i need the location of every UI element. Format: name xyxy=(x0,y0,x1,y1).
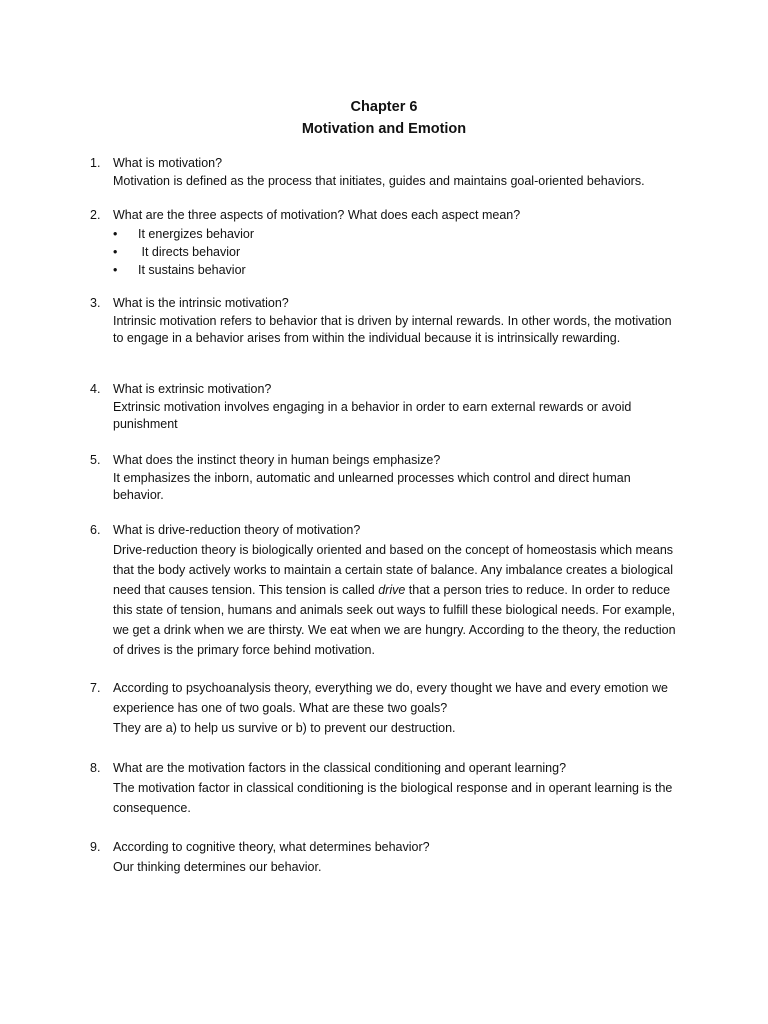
question-number: 5. xyxy=(90,453,101,467)
question-text: What is extrinsic motivation? xyxy=(113,382,272,396)
question-text: What are the motivation factors in the classical conditioning and operant learning? xyxy=(113,761,567,775)
question-text: What is motivation? xyxy=(113,156,223,170)
question-text: What is drive-reduction theory of motivation? xyxy=(113,523,361,537)
question-item-4 xyxy=(90,381,680,434)
bullet-text: It directs behavior xyxy=(138,244,241,259)
chapter-title: Motivation and Emotion xyxy=(301,121,467,137)
bullet-text: It energizes behavior xyxy=(138,226,255,241)
question-text: According to cognitive theory, what determines behavior? xyxy=(113,840,430,854)
answer-text: Our thinking determines our behavior. xyxy=(113,860,322,874)
question-item-7 xyxy=(90,678,680,738)
question-number: 4. xyxy=(90,382,101,396)
answer-text-part: that a person tries to reduce. In order to reduce this state of tension, humans and animals seek out ways to fulfill these biological needs. For example, we get a drink when we are thirsty. We eat when we are hungry. According to the theory, the reduction of drives is the primary force behind motivation. xyxy=(113,583,676,657)
question-number: 6. xyxy=(90,523,101,537)
list-item xyxy=(113,261,680,279)
question-number: 1. xyxy=(90,156,101,170)
title-block xyxy=(0,96,768,140)
question-item-3 xyxy=(90,295,680,348)
answer-text-part: Drive-reduction theory is biologically oriented and based on the concept of homeostasis which means that the body actively works to maintain a certain state of balance. Any imbalance creates a biological need that causes tension. This tension is called xyxy=(113,543,674,597)
bullet-icon: • xyxy=(113,226,118,241)
question-text: According to psychoanalysis theory, everything we do, every thought we have and every emotion we experience has one of two goals. What are these two goals? xyxy=(113,681,668,715)
question-item-1 xyxy=(90,155,680,190)
answer-text: Intrinsic motivation refers to behavior that is driven by internal rewards. In other words, the motivation to engage in a behavior arises from within the individual because it is intrinsically rewarding. xyxy=(113,313,672,345)
bullet-icon: • xyxy=(113,244,118,259)
emphasis-text: drive xyxy=(378,583,406,597)
question-number: 3. xyxy=(90,296,101,310)
question-text: What is the intrinsic motivation? xyxy=(113,296,289,310)
question-number: 2. xyxy=(90,208,101,222)
question-item-9 xyxy=(90,837,680,877)
list-item xyxy=(113,225,680,243)
question-item-2 xyxy=(90,207,680,279)
answer-text xyxy=(113,540,680,660)
question-number: 7. xyxy=(90,681,101,695)
question-number: 9. xyxy=(90,840,101,854)
question-text: What does the instinct theory in human beings emphasize? xyxy=(113,453,441,467)
question-item-6 xyxy=(90,520,680,660)
question-item-5 xyxy=(90,452,680,505)
answer-text: They are a) to help us survive or b) to prevent our destruction. xyxy=(113,721,456,735)
chapter-heading: Chapter 6 xyxy=(350,99,418,115)
bullet-icon: • xyxy=(113,262,118,277)
answer-text: It emphasizes the inborn, automatic and unlearned processes which control and direct human behavior. xyxy=(113,470,631,502)
question-text: What are the three aspects of motivation? What does each aspect mean? xyxy=(113,208,521,222)
list-item xyxy=(113,243,680,261)
question-number: 8. xyxy=(90,761,101,775)
answer-text: Motivation is defined as the process that initiates, guides and maintains goal-oriented behaviors. xyxy=(113,173,645,188)
question-item-8 xyxy=(90,758,680,818)
bullet-text: It sustains behavior xyxy=(138,262,246,277)
bullet-list xyxy=(113,225,680,279)
answer-text: Extrinsic motivation involves engaging in a behavior in order to earn external rewards or avoid punishment xyxy=(113,399,632,431)
answer-text: The motivation factor in classical conditioning is the biological response and in operant learning is the consequence. xyxy=(113,781,673,815)
